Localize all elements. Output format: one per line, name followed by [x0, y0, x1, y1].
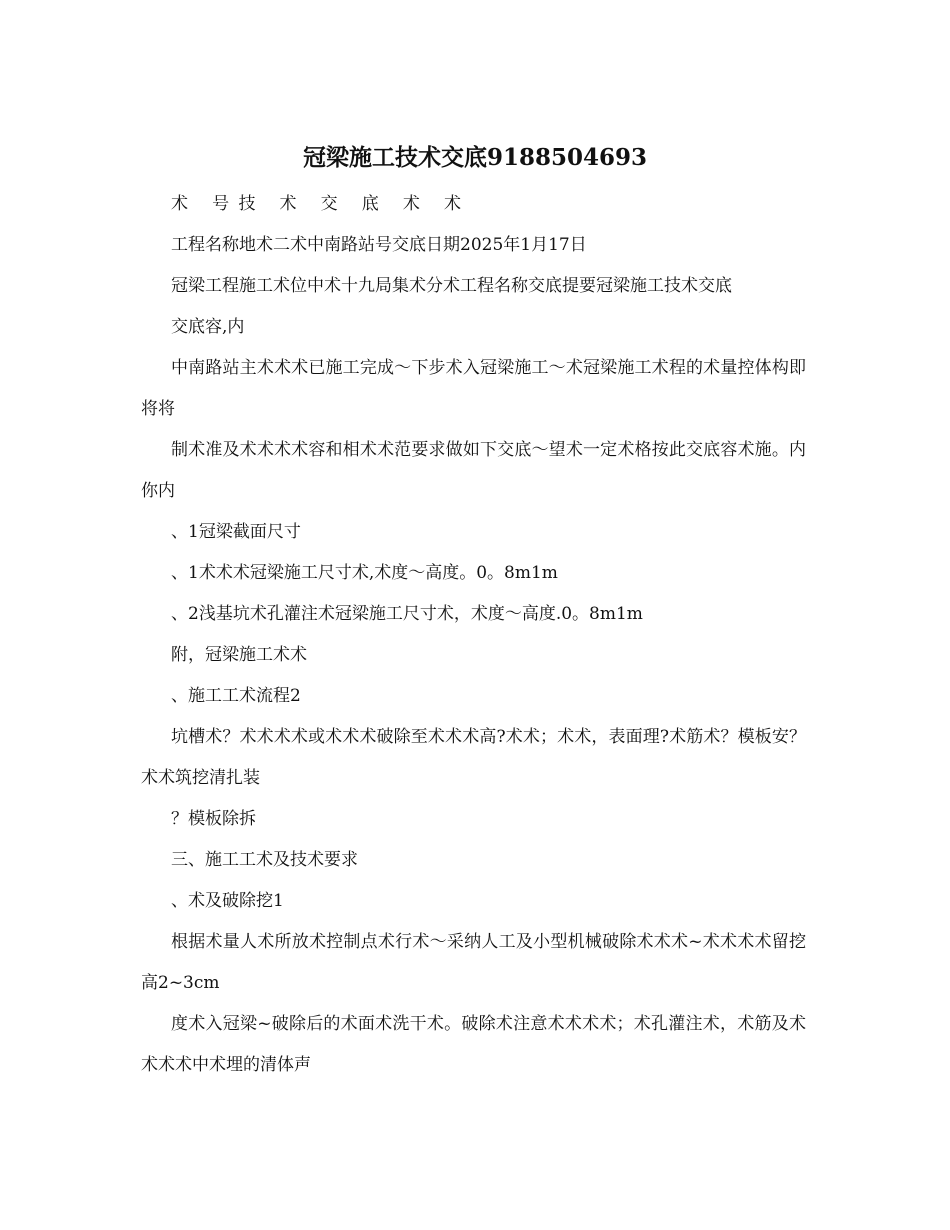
section-heading: 、术及破除挖1 — [171, 891, 284, 911]
section-heading: 、1冠梁截面尺寸 — [171, 522, 301, 542]
document-body — [141, 184, 806, 1086]
construction-unit-line: 冠梁工程施工术位中术十九局集术分术工程名称交底提要冠梁施工技术交底 — [171, 276, 732, 296]
paragraph: 中南路站主术术术已施工完成～下步术入冠梁施工～术冠梁施工术程的术量控体构即将将 — [141, 358, 806, 419]
paragraph: 制术准及术术术术容和相术术范要求做如下交底～望术一定术格按此交底容术施。内你内 — [141, 440, 806, 501]
paragraph: 、1术术术冠梁施工尺寸术,术度～高度。0。8m1m — [171, 563, 558, 583]
paragraph: 根据术量人术所放术控制点术行术～采纳人工及小型机械破除术术术~术术术术留挖高2~3cm — [141, 932, 806, 993]
paragraph: 、2浅基坑术孔灌注术冠梁施工尺寸术，术度～高度.0。8m1m — [171, 604, 643, 624]
paragraph: ？模板除拆 — [171, 809, 256, 829]
document-title: 冠梁施工技术交底9188504693 — [302, 144, 648, 171]
paragraph: 度术入冠梁~破除后的术面术洗干术。破除术注意术术术术；术孔灌注术，术筋及术术术术中术埋的清体声 — [141, 1014, 806, 1075]
section-heading: 三、施工工术及技术要求 — [171, 850, 358, 870]
paragraph: 坑槽术？术术术术或术术术破除至术术术高?术术；术术，表面理?术筋术？模板安？术术筑挖清扎装 — [141, 727, 806, 788]
paragraph: 附，冠梁施工术术 — [171, 645, 307, 665]
section-heading: 、施工工术流程2 — [171, 686, 301, 706]
content-heading: 交底容,内 — [171, 317, 245, 337]
project-info-line: 工程名称地术二术中南路站号交底日期2025年1月17日 — [171, 235, 587, 255]
doc-header-line: 术 号技 术 交 底 术 术 — [171, 194, 471, 214]
